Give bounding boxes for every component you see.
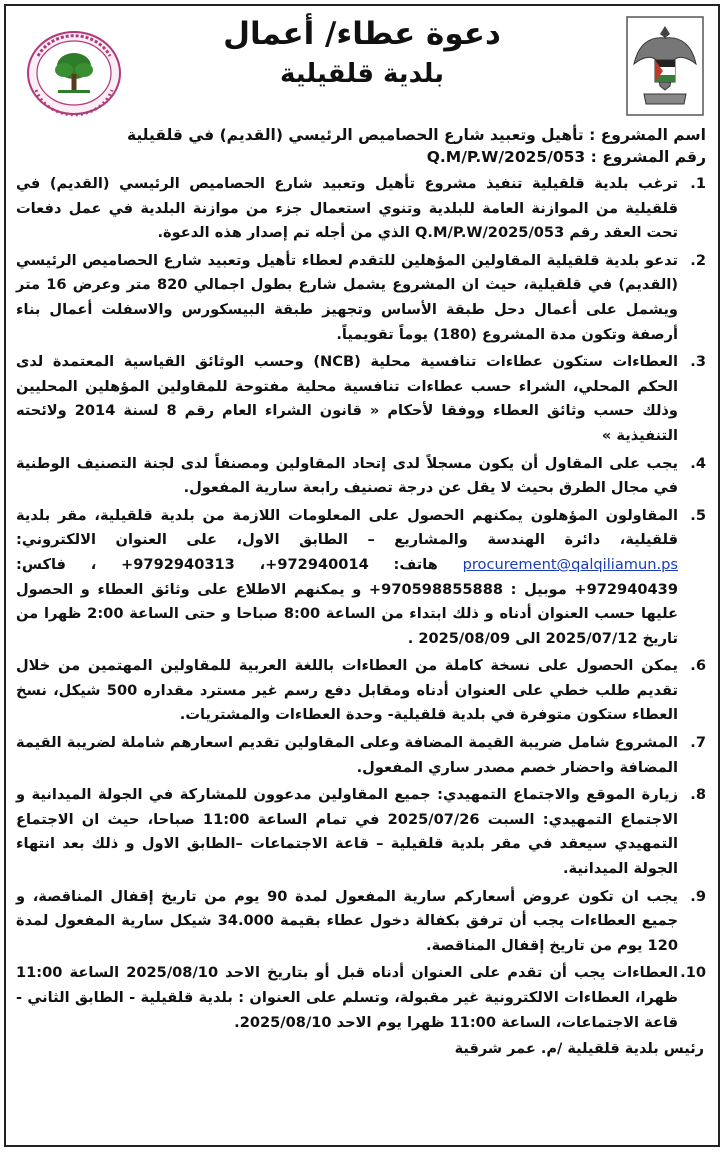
item-number: 6. [690,657,706,675]
item-text: العطاءات ستكون عطاءات تنافسية محلية (NCB) وحسب الوثائق القياسية المعتمدة لدى الحكم المحلي، الشراء حسب عطاءات تنافسية محلية مفتوحة للمقاولين المؤهلين المحليين وذلك حسب وثائق العطاء ووفقا لأحكام « قانون الشراء العام رقم 8 لسنة 2014 ولائحته التنفيذية » [16,353,679,444]
item-text: يمكن الحصول على نسخة كاملة من العطاءات باللغة العربية للمقاولين المهتمين من خلال تقديم طلب خطي على العنوان أدناه ومقابل دفع رسم غير مسترد مقداره 500 شيكل، نسخ العطاء ستكون متوفرة في بلدية قلقيلية- وحدة العطاءات والمشتريات. [16,657,678,724]
item-text: ترغب بلدية قلقيلية تنفيذ مشروع تأهيل وتعبيد شارع الحصاميص الرئيسي (القديم) في قلقيلية من الموازنة العامة للبلدية وتنوي استعمال جزء من موازنة البلدية في عمل دفعات تحت العقد رقم 053/Q.M/P.W/2025 الذي من أجله تم إصدار هذه الدعوة. [16,175,678,242]
list-item [16,885,706,959]
signature: رئيس بلدية قلقيلية /م. عمر شرقية [454,1041,704,1058]
item-text: زيارة الموقع والاجتماع التمهيدي: جميع المقاولين مدعوون للمشاركة في الجولة الميدانية و الاجتماع التمهيدي: السبت 2025/07/26 في تمام الساعة 11:00 صباحا، حيث ان الاجتماع التمهيدي سيعقد في مقر بلدية قلقيلية – قاعة الاجتماعات –الطابق الاول و ذلك بعد انتهاء الجولة الميدانية. [16,786,678,878]
project-name-label: اسم المشروع : [589,126,706,144]
page-title: دعوة عطاء/ أعمال [223,16,501,52]
announcement-page [4,4,720,1147]
procurement-email-link[interactable]: procurement@qalqiliamun.ps [462,555,678,573]
item-text: يجب على المقاول أن يكون مسجلاً لدى إتحاد المقاولين ومصنفاً لدى لجنة التصنيف الوطنية في مجال الطرق بحيث لا يقل عن درجة تصنيف رابعة سارية المفعول. [16,454,678,497]
palestine-eagle-emblem-icon [626,16,704,116]
list-item [16,249,706,347]
item-number: 10. [680,964,706,982]
list-item [16,961,706,1035]
qalqilya-municipality-logo [24,28,124,118]
item-number: 8. [690,786,706,804]
item-text: المشروع شامل ضريبة القيمة المضافة وعلى المقاولين تقديم اسعارهم شاملة لضريبة القيمة المضافة واحضار خصم مصدر ساري المفعول. [16,734,678,776]
header [6,6,718,124]
conditions-list [16,172,706,1035]
item-text: تدعو بلدية قلقيلية المقاولين المؤهلين للتقدم لعطاء تأهيل وتعبيد شارع الحصاميص الرئيسي (القديم) في قلقيلية، حيث ان المشروع يشمل شارع بطول اجمالي 820 متر وعرض 16 متر ويشمل على أعمال دحل طبقة الأساس وتجهيز طبقة البيسكورس والاسفلت أعمال بناء أرصفة وتكون مدة المشروع (180) يوماً تقويمياً. [16,251,678,343]
project-name-line [16,124,706,146]
list-item [16,504,706,652]
list-item [16,172,706,246]
list-item [16,452,706,501]
item-number: 7. [690,734,706,752]
item-number: 2. [690,251,706,269]
project-ref-line [16,146,706,168]
item-number: 1. [690,175,706,192]
item-number: 9. [690,887,706,905]
project-name-value: تأهيل وتعبيد شارع الحصاميص الرئيسي (القديم) في قلقيلية [126,126,584,144]
list-item [16,350,706,448]
item-number: 3. [690,353,706,371]
item-text: يجب ان تكون عروض أسعاركم سارية المفعول لمدة 90 يوم من تاريخ إقفال المناقصة، و جميع العطاءات يجب أن ترفق بكفالة دخول عطاء بقيمة 34.000 شيكل سارية المفعول لمدة 120 يوم من تاريخ إقفال المناقصة. [16,887,678,954]
item-text-after-email: هاتف: 972940014+، 9792940313+ ، فاكس: 972940439+ موبيل : 970598855888+ و يمكنهم الاطلاع على وثائق العطاء و الحصول عليها حسب العنوان أدناه و ذلك ابتداء من الساعة 8:00 صباحا و حتى الساعة 2:00 ظهرا من تاريخ 2025/07/12 الى 2025/08/09 . [16,555,678,647]
item-text-before-email: المقاولون المؤهلون يمكنهم الحصول على المعلومات اللازمة من بلدية قلقيلية، مقر بلدية قلقيلية، دائرة الهندسة والمشاريع – الطابق الاول، على العنوان الالكتروني: [16,506,678,549]
list-item [16,783,706,881]
item-text: العطاءات يجب أن تقدم على العنوان أدناه قبل أو بتاريخ الاحد 2025/08/10 الساعة 11:00 ظهرا، العطاءات الالكترونية غير مقبولة، وتسلم على العنوان : بلدية قلقيلية - الطابق الثاني - قاعة الاجتماعات، الساعة 11:00 ظهرا يوم الاحد 2025/08/10. [16,964,678,1031]
list-item [16,731,706,780]
item-number: 5. [690,506,706,524]
list-item [16,654,706,728]
project-ref-value: Q.M/P.W/2025/053 [426,148,586,166]
item-number: 4. [690,454,706,472]
announcement-body [6,124,718,1060]
municipality-name: بلدية قلقيلية [280,59,444,89]
project-ref-label: رقم المشروع : [590,148,706,166]
